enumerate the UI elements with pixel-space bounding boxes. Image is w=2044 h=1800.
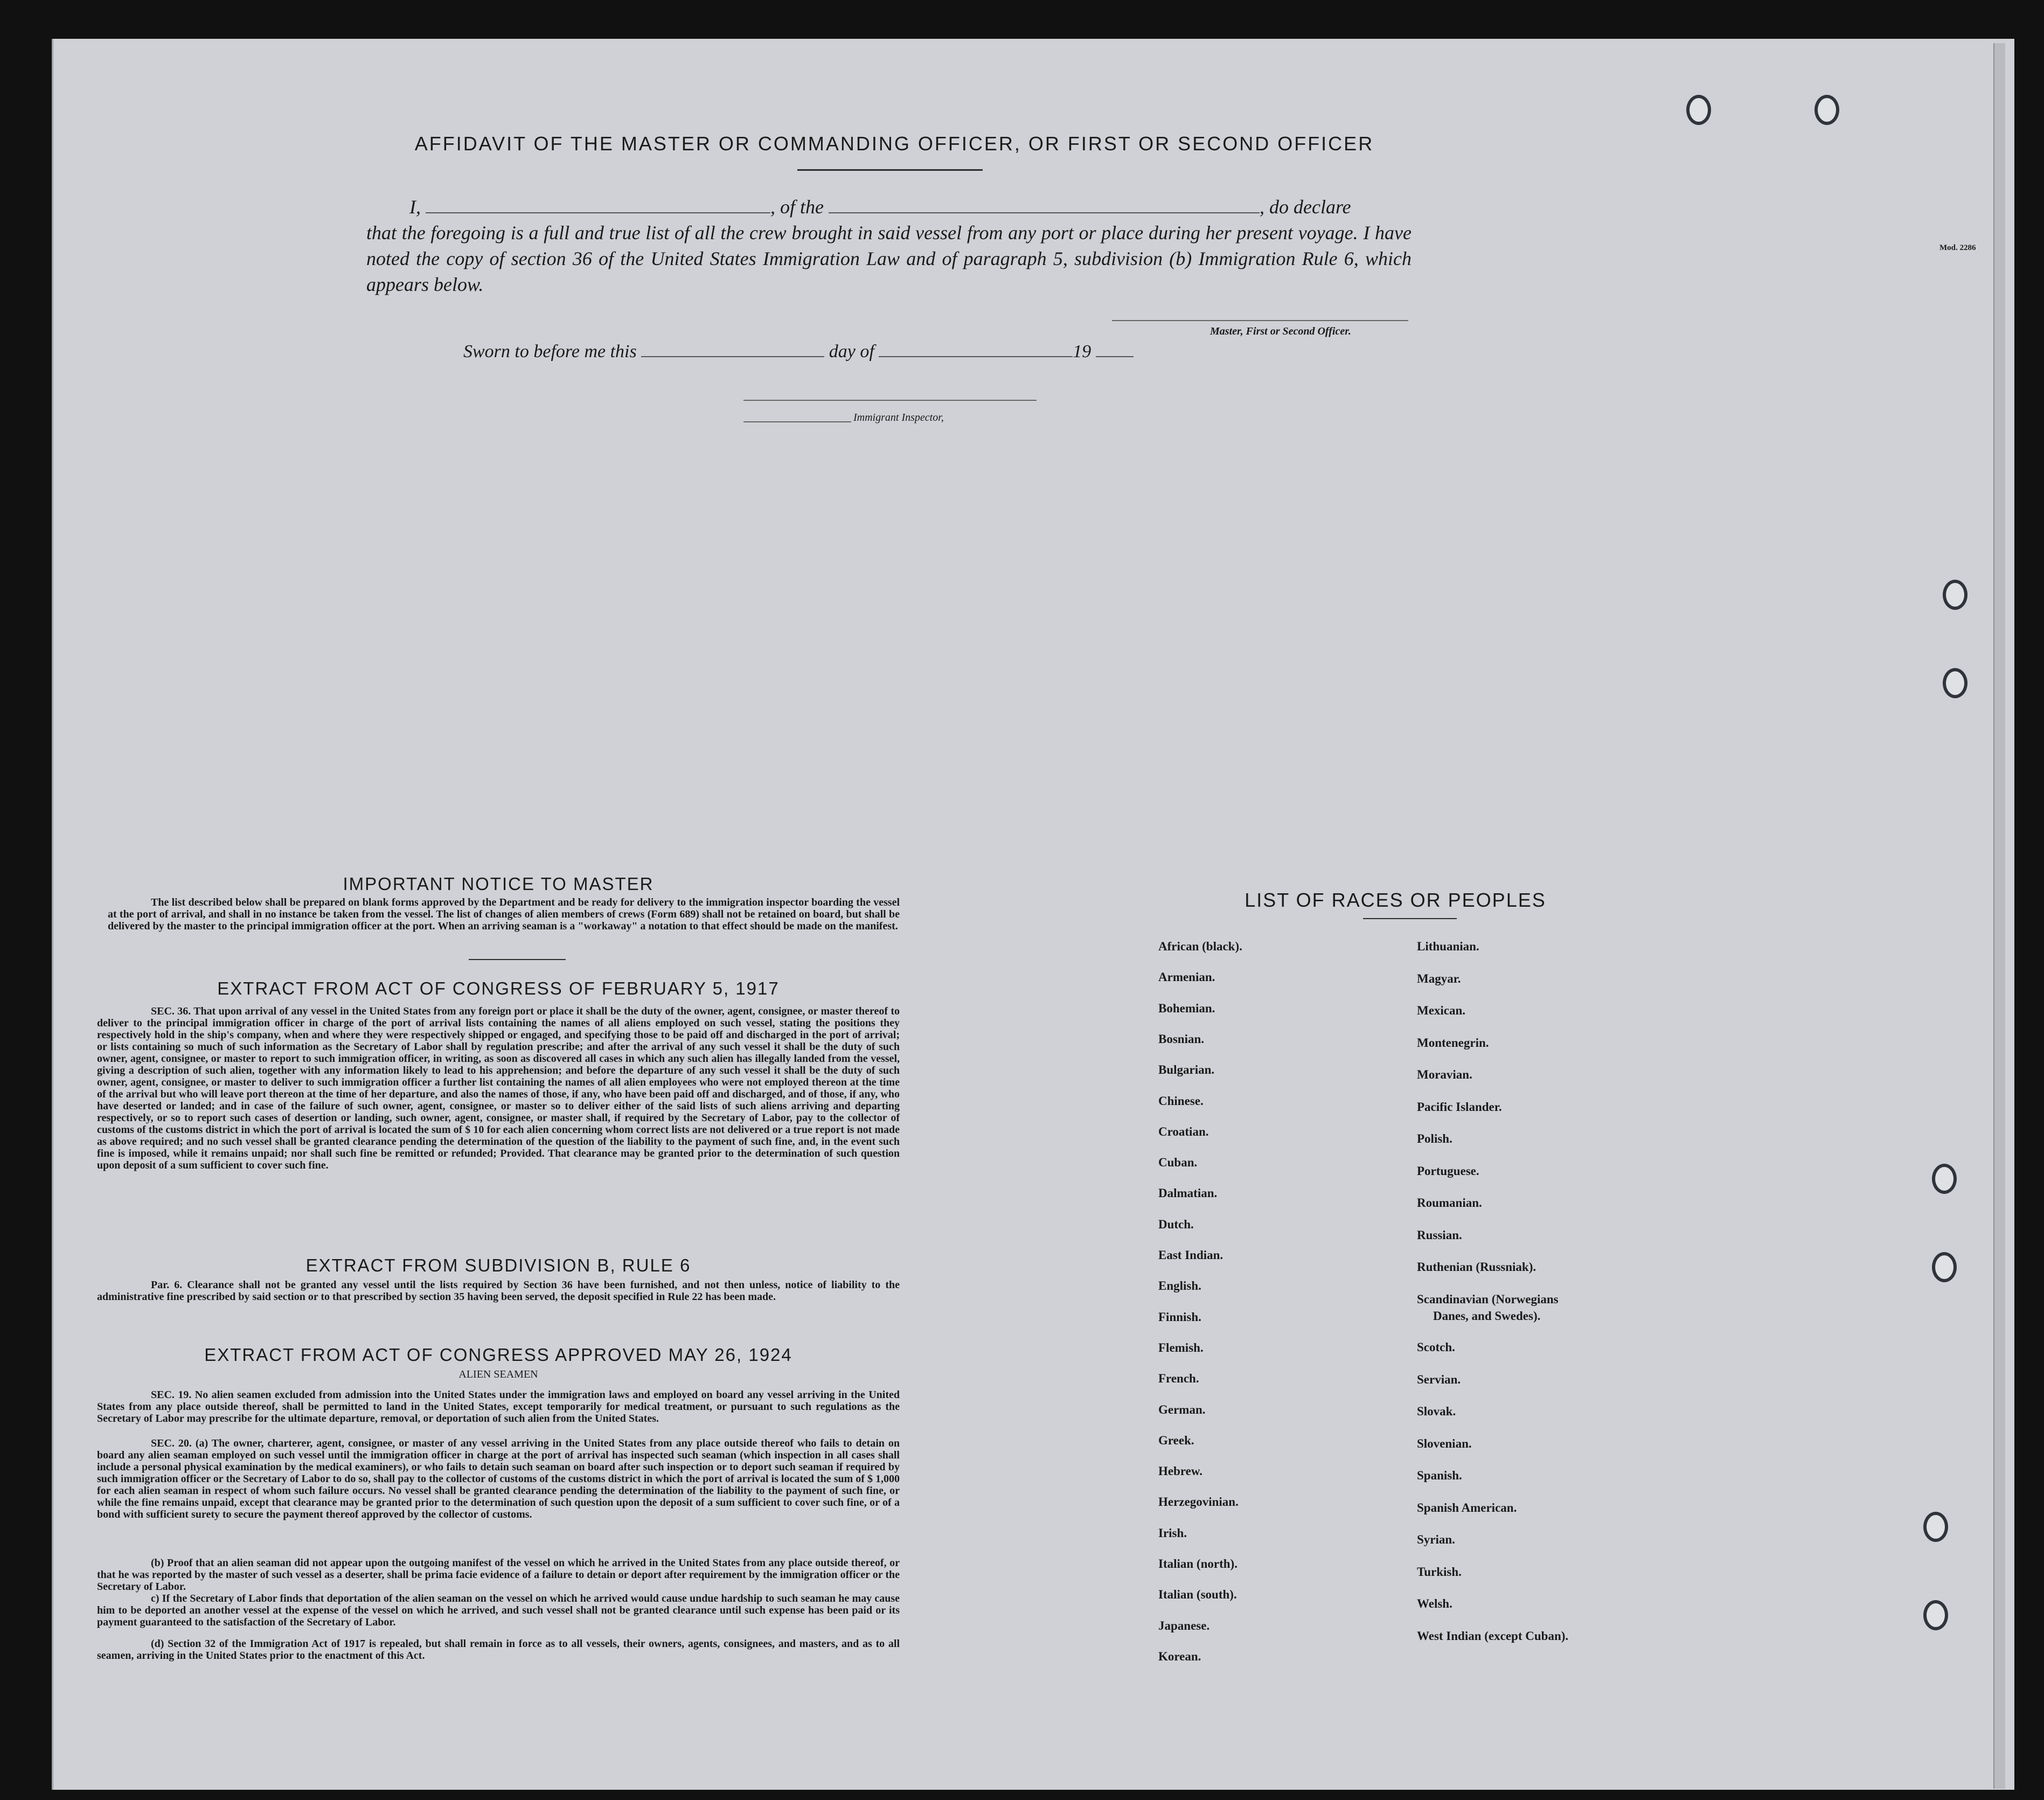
race-item: Roumanian. — [1417, 1196, 1482, 1210]
subdivision-title: EXTRACT FROM SUBDIVISION B, RULE 6 — [305, 1255, 691, 1275]
extract-1924-sec19: SEC. 19. No alien seamen excluded from admission into the United States under the immigration laws and employed on board any vessel arriving in the United States from any place outside thereof, shall be permitted to land in the United States, except temporarily for medical treatment, or pursuant to such regulations as the Secretary of Labor may prescribe for the ultimate departure, removal, or deportation of such alien from the United States. — [97, 1389, 900, 1424]
race-item: Italian (south). — [1158, 1588, 1237, 1602]
race-item: Slovenian. — [1417, 1436, 1472, 1450]
race-item: Magyar. — [1417, 971, 1461, 985]
extract-1924-sec20: SEC. 20. (a) The owner, charterer, agent, consignee, or master of any vessel arriving in the United States from any place outside thereof who fails to detain on board any alien seaman employed on such vessel until the immigration officer in charge at the port of arrival has inspected such seaman (which inspection in all cases shall include a personal physical examination by the medical examiners), or who fails to detain such seaman on board after such inspection or to deport such seaman if required by such immigration officer or the Secretary of Labor to do so, shall pay to the collector of customs of the customs district in which the port of arrival is located the sum of $ 1,000 for each alien seaman in respect of whom such failure occurs. No vessel shall be granted clearance pending the determination of the liability to the payment of such fine, or while the fine remains unpaid, except that clearance may be granted prior to the determination of such question upon the deposit of a sum sufficient to cover such fine, or of a bond with sufficient surety to secure the payment thereof approved by the collector of customs. — [97, 1437, 900, 1520]
sworn-day-blank[interactable] — [641, 356, 824, 357]
race-item: Syrian. — [1417, 1533, 1455, 1546]
sworn-line — [463, 342, 1134, 362]
extract-1924-subtitle: ALIEN SEAMEN — [458, 1368, 538, 1380]
race-item: Moravian. — [1417, 1068, 1472, 1081]
race-item: Danes, and Swedes). — [1433, 1309, 1541, 1323]
inspector-underline — [743, 421, 851, 422]
race-item: Cuban. — [1158, 1156, 1198, 1170]
race-item: Scotch. — [1417, 1340, 1455, 1354]
inspector-caption: Immigrant Inspector, — [853, 412, 944, 423]
binder-hole — [1932, 1252, 1957, 1282]
race-item: Dalmatian. — [1158, 1186, 1218, 1200]
binder-hole — [1923, 1600, 1948, 1630]
race-item: Welsh. — [1417, 1597, 1452, 1610]
binder-hole — [1943, 580, 1967, 610]
binder-hole — [1932, 1164, 1957, 1194]
race-item: English. — [1158, 1279, 1201, 1293]
page-edge — [1993, 43, 2005, 1789]
races-title: LIST OF RACES OR PEOPLES — [1245, 889, 1546, 911]
race-item: Pacific Islander. — [1417, 1100, 1502, 1114]
affidavit-body: that the foregoing is a full and true list of all the crew brought in said vessel from any port or place during her present voyage. I have noted the copy of section 36 of the United States Immigration Law and of paragraph 5, subdivision (b) Immigration Rule 6, which appears below. — [366, 222, 1412, 295]
race-item: West Indian (except Cuban). — [1417, 1629, 1569, 1643]
race-item: Herzegovinian. — [1158, 1495, 1239, 1509]
name-blank[interactable] — [426, 212, 770, 213]
race-item: Irish. — [1158, 1526, 1187, 1540]
title-rule — [797, 169, 983, 171]
race-item: French. — [1158, 1372, 1199, 1386]
race-item: Greek. — [1158, 1433, 1194, 1447]
model-number: Mod. 2286 — [1939, 244, 1976, 252]
race-item: Croatian. — [1158, 1124, 1209, 1138]
race-item: East Indian. — [1158, 1248, 1223, 1262]
inspector-line[interactable] — [743, 400, 1037, 401]
extract-1924-b: (b) Proof that an alien seaman did not appear upon the outgoing manifest of the vessel on which he arrived in the United States from any place outside thereof, or that he was reported by the master of such vessel as a deserter, shall be prima facie evidence of a failure to detain or deport after requirement by the immigration officer or the Secretary of Labor. — [97, 1557, 900, 1593]
race-item: Italian (north). — [1158, 1557, 1237, 1570]
race-item: Slovak. — [1417, 1405, 1456, 1418]
extract-1924-d: (d) Section 32 of the Immigration Act of 1917 is repealed, but shall remain in force as to all vessels, their owners, agents, consignees, and masters, and as to all seamen, arriving in the United States prior to the enactment of this Act. — [97, 1638, 900, 1662]
extract-1924-c: c) If the Secretary of Labor finds that deportation of the alien seaman on the vessel on which he arrived would cause undue hardship to such seaman he may cause him to be deported an another vessel at the expense of the vessel on which he arrived, and such vessel shall not be granted clearance until such expense has been paid or its payment guaranteed to the satisfaction of the Secretary of Labor. — [97, 1593, 900, 1628]
of-the-label: , of the — [770, 196, 824, 218]
affidavit-declaration — [366, 194, 1412, 297]
day-of-label: day of — [829, 342, 874, 362]
race-item: Polish. — [1417, 1132, 1452, 1145]
race-item: Scandinavian (Norwegians — [1417, 1292, 1559, 1306]
sworn-year-blank[interactable] — [1096, 356, 1134, 357]
notice-rule — [469, 959, 566, 960]
races-rule — [1363, 918, 1457, 919]
race-item: Japanese. — [1158, 1618, 1210, 1632]
race-item: Finnish. — [1158, 1310, 1201, 1324]
race-item: Montenegrin. — [1417, 1035, 1489, 1050]
notice-text: The list described below shall be prepared on blank forms approved by the Department and be ready for delivery to the immigration inspector boarding the vessel at the port of arrival, and shall in no instance be taken from the vessel. The list of changes of alien members of crews (Form 689) shall not be retained on board, but shall be delivered by the master to the principal immigration officer at the port. When an arriving seaman is a "workaway" a notation to that effect should be made on the manifest. — [108, 896, 900, 932]
subdivision-text: Par. 6. Clearance shall not be granted any vessel until the lists required by Section 36 have been furnished, and not then unless, notice of liability to the administrative fine prescribed by said section or to that prescribed by section 35 having been served, the deposit specified in Rule 22 has been made. — [97, 1279, 900, 1303]
race-item: Portuguese. — [1417, 1164, 1479, 1178]
race-item: Russian. — [1417, 1228, 1462, 1242]
signature-caption: Master, First or Second Officer. — [1210, 325, 1351, 337]
notice-title: IMPORTANT NOTICE TO MASTER — [343, 874, 654, 894]
race-item: Bulgarian. — [1158, 1063, 1215, 1077]
extract-1924-title: EXTRACT FROM ACT OF CONGRESS APPROVED MAY 26, 1924 — [204, 1345, 792, 1365]
race-item: Spanish. — [1417, 1469, 1462, 1482]
sworn-label: Sworn to before me this — [463, 342, 637, 362]
race-item: Servian. — [1417, 1372, 1461, 1386]
binder-hole — [1943, 668, 1967, 698]
race-item: Lithuanian. — [1417, 940, 1479, 953]
binder-hole — [1923, 1512, 1948, 1542]
year-label: 19 — [1073, 342, 1091, 362]
extract-1917-title: EXTRACT FROM ACT OF CONGRESS OF FEBRUARY 5, 1917 — [217, 978, 780, 998]
vessel-blank[interactable] — [829, 212, 1260, 213]
race-item: Dutch. — [1158, 1217, 1194, 1231]
race-item: Hebrew. — [1158, 1464, 1202, 1478]
race-item: Mexican. — [1417, 1004, 1466, 1017]
race-item: Flemish. — [1158, 1340, 1204, 1354]
race-item: German. — [1158, 1402, 1206, 1416]
race-item: Bohemian. — [1158, 1001, 1215, 1015]
race-item: Bosnian. — [1158, 1032, 1205, 1046]
extract-1917-text: SEC. 36. That upon arrival of any vessel in the United States from any foreign port or place it shall be the duty of the owner, agent, consignee, or master thereof to deliver to the principal immigration officer in charge of the port of arrival lists containing the names of all aliens employed on such vessel, stating the positions they respectively hold in the ship's company, when and where they were respectively shipped or engaged, and specifying those to be paid off and discharged in the port of arrival; or lists containing so much of such information as the Secretary of Labor shall by regulation prescribe; and after the arrival of any such vessel it shall be the duty of such owner, agent, consignee, or master to report to such immigration officer, in writing, as soon as discovered all cases in which any such alien has illegally landed from the vessel, giving a description of such alien, together with any information likely to lead to his apprehension; and before the departure of any such vessel it shall be the duty of such owner, agent, consignee, or master to deliver to such immigration officer a further list containing the names of all alien employees who were not employed thereon at the time of the arrival but who will leave port thereon at the time of her departure, and also the names of those, if any, who have been paid off and discharged, and of those, if any, who have deserted or landed; and in case of the failure of such owner, agent, consignee, or master so to deliver either of the said lists of such aliens arriving and departing respectively, or so to report such cases of desertion or landing, such owner, agent, consignee, or master shall, if required by the Secretary of Labor, pay to the collector of customs of the customs district in which the port of arrival is located the sum of $ 10 for each alien concerning whom correct lists are not delivered or a true report is not made as above required; and no such vessel shall be granted clearance pending the determination of the question of the liability to the payment of such fine, and, in the event such fine is imposed, while it remains unpaid; nor shall such fine be remitted or refunded; Provided. That clearance may be granted prior to the determination of such question upon deposit of a sum sufficient to cover such fine. — [97, 1005, 900, 1171]
race-item: Spanish American. — [1417, 1500, 1517, 1514]
i-label: I, — [409, 196, 421, 218]
race-item: Turkish. — [1417, 1565, 1462, 1579]
race-item: African (black). — [1158, 940, 1242, 953]
affidavit-title: AFFIDAVIT OF THE MASTER OR COMMANDING OFFICER, OR FIRST OR SECOND OFFICER — [414, 133, 1374, 155]
binder-hole — [1686, 95, 1711, 125]
race-item: Chinese. — [1158, 1094, 1204, 1108]
do-declare-label: , do declare — [1259, 196, 1351, 218]
race-item: Korean. — [1158, 1649, 1201, 1663]
binder-hole — [1814, 95, 1839, 125]
race-item: Armenian. — [1158, 970, 1215, 984]
signature-line[interactable] — [1112, 320, 1408, 321]
race-item: Ruthenian (Russniak). — [1417, 1260, 1537, 1274]
sworn-month-blank[interactable] — [879, 356, 1073, 357]
